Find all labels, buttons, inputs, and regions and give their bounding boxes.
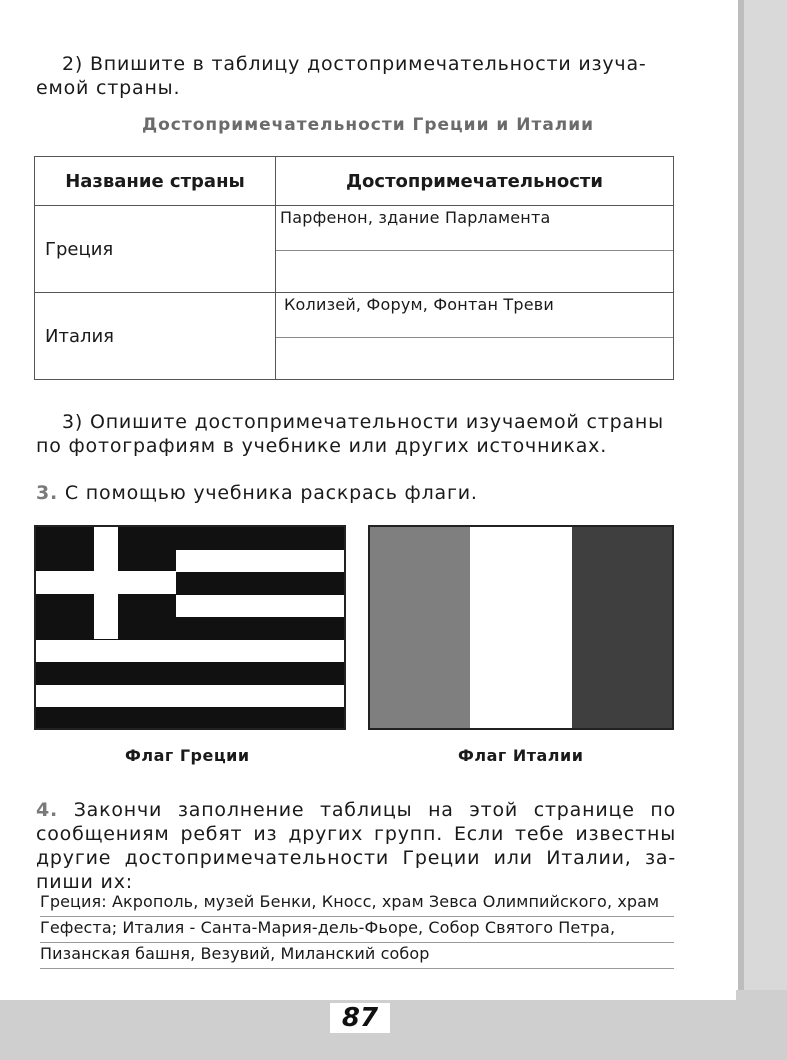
table-row — [35, 293, 674, 380]
answer-cell[interactable] — [276, 206, 674, 293]
task-4-instruction — [36, 798, 676, 894]
task-text: С помощью учебника раскрась флаги. — [64, 482, 478, 504]
flag-stripe — [36, 707, 344, 730]
answer-line-3: Пизанская башня, Везувий, Миланский собор — [40, 944, 430, 963]
task-number: 3. — [36, 482, 59, 504]
page-edge-shadow — [738, 0, 787, 1060]
country-cell: Греция — [35, 206, 276, 293]
writing-line — [40, 916, 674, 917]
country-cell: Италия — [35, 293, 276, 380]
italy-flag-label: Флаг Италии — [458, 746, 584, 765]
answer-text: Колизей, Форум, Фонтан Треви — [284, 295, 555, 314]
italy-band-right — [572, 527, 674, 728]
writing-line — [40, 942, 674, 943]
italy-band-left — [370, 527, 470, 728]
task-3-describe — [36, 410, 682, 458]
writing-line — [276, 250, 673, 251]
greece-flag[interactable] — [34, 525, 346, 730]
answer-cell[interactable] — [276, 293, 674, 380]
italy-flag[interactable] — [368, 525, 674, 730]
task-4-line-1 — [36, 798, 676, 822]
writing-line — [276, 337, 673, 338]
task-4-line-1-text: Закончи заполнение таблицы на этой странице по — [73, 799, 676, 821]
task-2-line-1: 2) Впишите в таблицу достопримечательности изуча- — [62, 53, 647, 75]
task-3-color-flags — [36, 481, 478, 505]
flag-cross-vertical — [94, 527, 118, 639]
task-4-line-3: другие достопримечательности Греции или Италии, за- — [36, 847, 676, 869]
table-caption: Достопримечательности Греции и Италии — [141, 115, 595, 135]
answer-line-2: Гефеста; Италия - Санта-Мария-дель-Фьоре, Собор Святого Петра, — [40, 918, 616, 937]
page-bottom-shadow — [0, 990, 787, 1060]
task-4-line-4: пиши их: — [36, 871, 133, 893]
task-4-line-2: сообщениям ребят из других групп. Если тебе известны — [36, 823, 676, 845]
table-row — [35, 206, 674, 293]
answer-text: Парфенон, здание Парламента — [280, 208, 551, 227]
table-header-row — [35, 157, 674, 206]
flag-stripe — [36, 662, 344, 685]
page-number: 87 — [330, 1003, 390, 1033]
header-sights: Достопримечательности — [276, 157, 674, 206]
writing-line — [40, 968, 674, 969]
task-3-line-2: по фотографиям в учебнике или других источниках. — [36, 435, 608, 457]
sights-table — [34, 156, 674, 380]
italy-band-middle — [470, 527, 572, 728]
header-country: Название страны — [35, 157, 276, 206]
answer-line-1: Греция: Акрополь, музей Бенки, Кносс, храм Зевса Олимпийского, храм — [40, 892, 660, 911]
task-3-line-1: 3) Опишите достопримечательности изучаемой страны — [62, 411, 664, 433]
task-number: 4. — [36, 799, 59, 821]
task-2-instruction — [36, 52, 682, 100]
task-2-line-2: емой страны. — [36, 77, 181, 99]
greece-flag-label: Флаг Греции — [125, 746, 250, 765]
